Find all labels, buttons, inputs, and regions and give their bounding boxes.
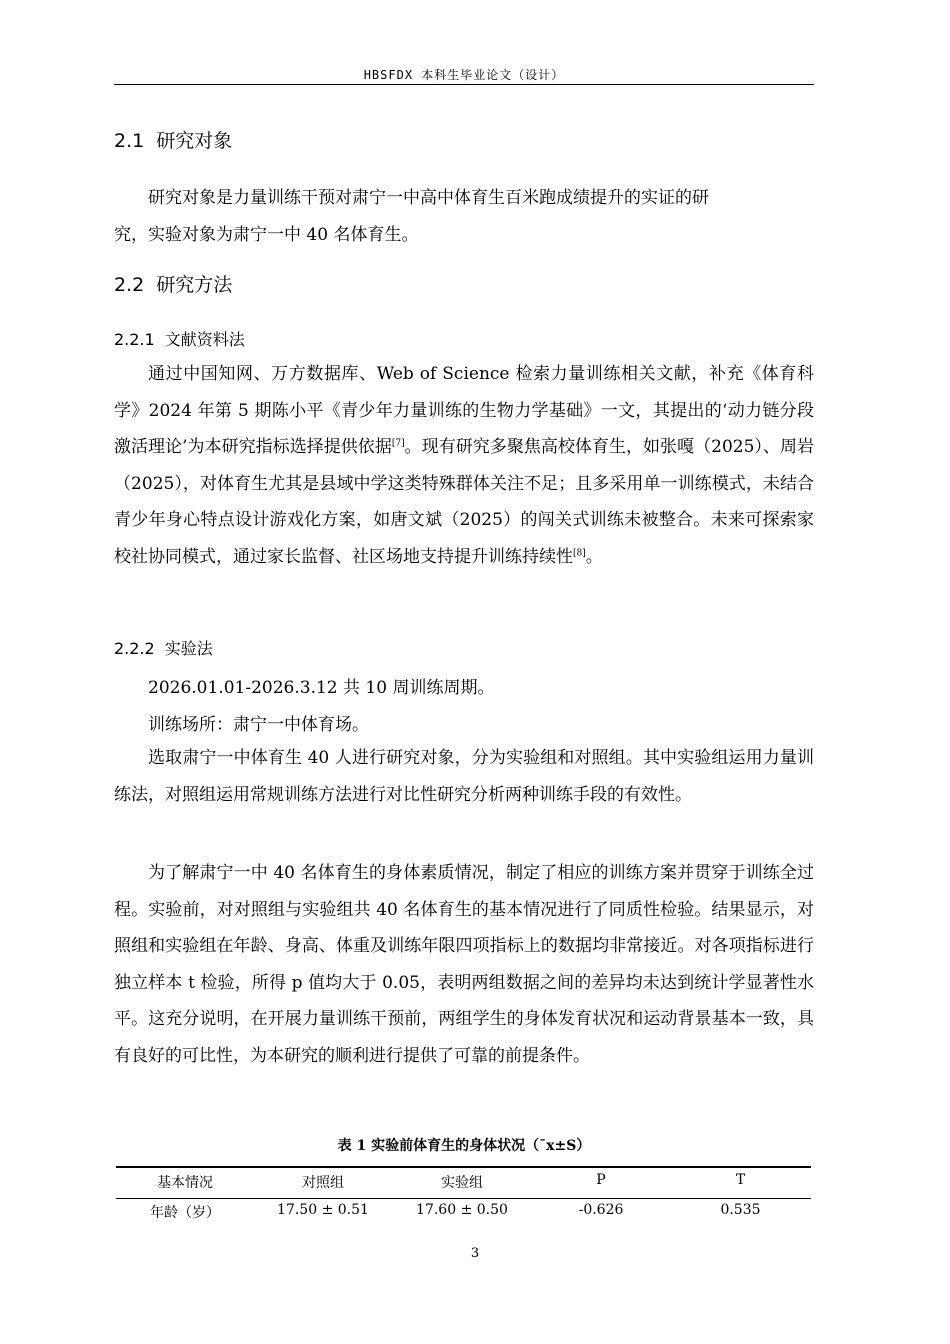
page-number: 3 xyxy=(470,1246,480,1261)
table-cell: 年龄（岁） xyxy=(150,1205,220,1221)
header-rule xyxy=(114,84,814,85)
column-header: 基本情况 xyxy=(157,1175,213,1191)
table-row xyxy=(116,1202,811,1222)
table-cell: 17.60 ± 0.50 xyxy=(416,1202,508,1218)
section-title: 文献资料法 xyxy=(164,330,245,349)
paragraph-text: 通过中国知网、万方数据库、Web of Science 检索力量训练相关文献，补充《体育科学》2024 年第 5 期陈小平《青少年力量训练的生物力学基础》一文，其提出的‘动力链分段激活理论’为本研究指标选择提供依据 xyxy=(114,364,814,457)
table-cell: -0.626 xyxy=(578,1202,624,1218)
section-number: 2.2 xyxy=(114,274,145,296)
table-header-row xyxy=(116,1172,811,1192)
body-line: 究，实验对象为肃宁一中 40 名体育生。 xyxy=(114,225,419,245)
training-period: 2026.01.01-2026.3.12 共 10 周训练周期。 xyxy=(148,678,495,698)
paragraph-text: 。现有研究多聚焦高校体育生，如张嘎（2025）、周岩（2025），对体育生尤其是县域中学这类特殊群体关注不足；且多采用单一训练模式，未结合青少年身心特点设计游戏化方案，如唐文斌（2025）的闯关式训练未被整合。未来可探索家校社协同模式，通过家长监督、社区场地支持提升训练持续性 xyxy=(114,437,815,567)
section-title: 研究对象 xyxy=(156,130,233,152)
heading-2-2 xyxy=(114,270,232,297)
heading-2-2-1 xyxy=(114,327,245,350)
heading-2-2-2 xyxy=(114,636,213,659)
homogeneity-paragraph: 为了解肃宁一中 40 名体育生的身体素质情况，制定了相应的训练方案并贯穿于训练全过程。实验前，对对照组与实验组共 40 名体育生的基本情况进行了同质性检验。结果显示，对照组和实验组在年龄、身高、体重及训练年限四项指标上的数据均非常接近。对各项指标进行独立样本 t 检验，所得 p 值均大于 0.05，表明两组数据之间的差异均未达到统计学显著性水平。这充分说明，在开展力量训练干预前，两组学生的身体发育状况和运动背景基本一致，具有良好的可比性，为本研究的顺利进行提供了可靠的前提条件。 xyxy=(114,863,814,1066)
section-title: 实验法 xyxy=(164,639,213,658)
column-header: 实验组 xyxy=(441,1175,483,1191)
section-number: 2.1 xyxy=(114,130,145,152)
column-header: 对照组 xyxy=(302,1175,344,1191)
table-top-rule xyxy=(116,1166,811,1168)
heading-2-1 xyxy=(114,126,232,153)
section-number: 2.2.1 xyxy=(114,330,155,349)
column-header: T xyxy=(735,1172,746,1188)
experiment-paragraph: 选取肃宁一中体育生 40 人进行研究对象，分为实验组和对照组。其中实验组运用力量训练法，对照组运用常规训练方法进行对比性研究分析两种训练手段的有效性。 xyxy=(114,748,814,805)
running-header: HBSFDX 本科生毕业论文（设计） xyxy=(363,68,565,82)
table-caption: 表 1 实验前体育生的身体状况（¯x±S） xyxy=(337,1138,591,1154)
citation-ref: [8] xyxy=(573,547,586,558)
paragraph-text: 。 xyxy=(585,546,603,567)
section-title: 研究方法 xyxy=(156,274,233,296)
table-cell: 0.535 xyxy=(720,1202,761,1218)
table-header-rule xyxy=(116,1198,811,1199)
section-number: 2.2.2 xyxy=(114,639,155,658)
literature-paragraph xyxy=(114,356,814,575)
table-cell: 17.50 ± 0.51 xyxy=(277,1202,369,1218)
body-line: 研究对象是力量训练干预对肃宁一中高中体育生百米跑成绩提升的实证的研 xyxy=(148,188,709,208)
column-header: P xyxy=(596,1172,606,1188)
citation-ref: [7] xyxy=(391,438,405,449)
training-venue: 训练场所：肃宁一中体育场。 xyxy=(148,715,369,735)
